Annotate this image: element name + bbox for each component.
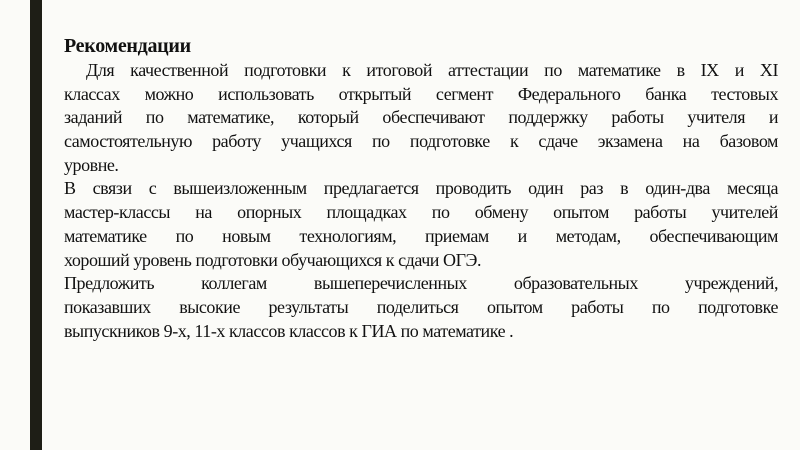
text-line: выпускников 9-х, 11-х классов классов к ГИА по математике . [64,320,514,341]
text-line: хороший уровень подготовки обучающихся к сдачи ОГЭ. [64,249,482,270]
text-line: самостоятельную работу учащихся по подготовке к сдаче экзамена на базовом [64,131,778,152]
text-line: математике по новым технологиям, приемам и методам, обеспечивающим [64,225,778,246]
text-line: классах можно использовать открытый сегмент Федерального банка тестовых [64,83,778,104]
paragraph-1 [64,59,778,177]
slide-title: Рекомендации [64,35,191,57]
paragraph-2 [64,177,778,272]
text-line: показавших высокие результаты поделиться опытом работы по подготовке [64,296,778,317]
paragraph-3 [64,272,778,343]
text-line: уровне. [64,154,119,175]
text-line: Предложить коллегам вышеперечисленных образовательных учреждений, [64,273,778,294]
text-line: Для качественной подготовки к итоговой аттестации по математике в IX и XI [86,60,778,80]
text-line: В связи с вышеизложенным предлагается проводить один раз в один-два месяца [64,178,778,199]
slide-content [64,33,778,343]
side-accent-bar [30,0,42,450]
text-line: мастер-классы на опорных площадках по обмену опытом работы учителей [64,202,778,223]
text-line: заданий по математике, который обеспечивают поддержку работы учителя и [64,107,778,128]
